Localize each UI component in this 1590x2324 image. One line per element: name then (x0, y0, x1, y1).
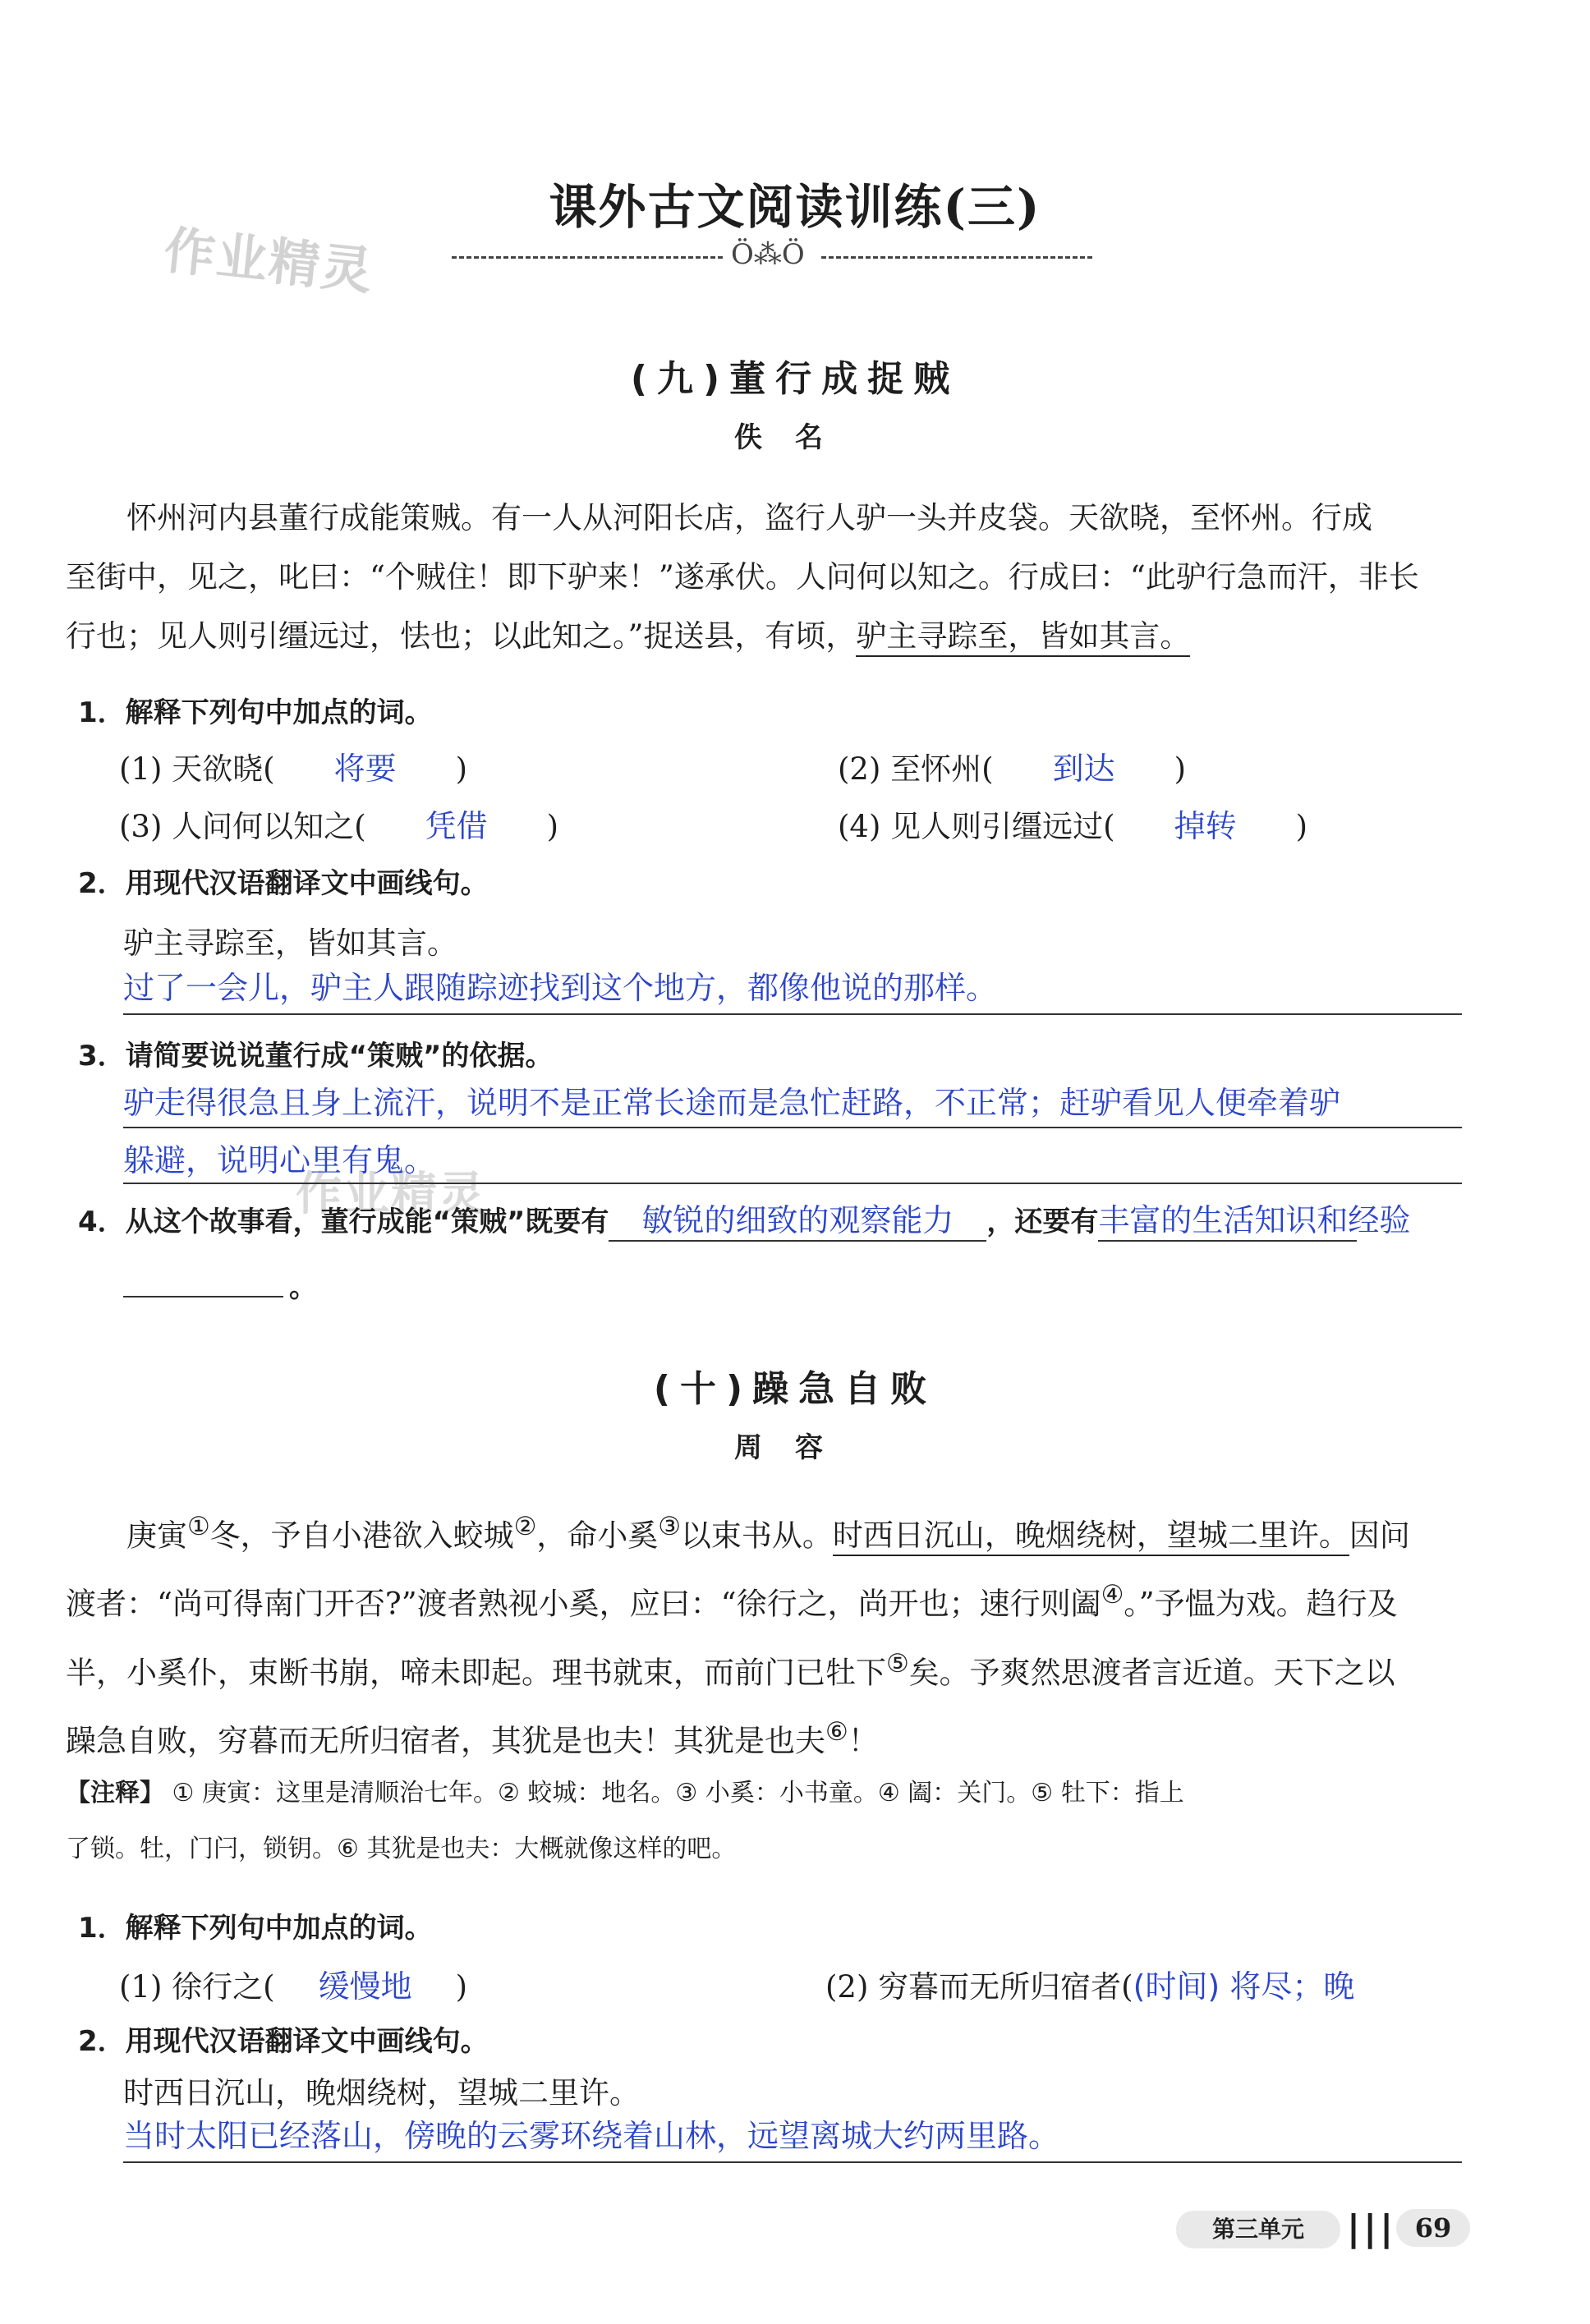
s9-q3-prompt: 3．请简要说说董行成“策贼”的依据。 (78, 1040, 554, 1072)
section10-passage (66, 1497, 1478, 1771)
q4-end: 。 (289, 1271, 317, 1304)
s10-q1-item-2 (825, 1961, 1354, 2006)
passage-text: 庚寅 (126, 1518, 187, 1554)
s9-q1-item-2 (838, 743, 1186, 788)
ornament-icon: Ö⁂Ö (731, 238, 805, 271)
note-line (66, 1766, 1511, 1821)
footer-unit-label: 第三单元 (1176, 2211, 1340, 2248)
passage-text: 半，小奚仆，束断书崩，啼未即起。理书就束，而前门已牡下 (66, 1654, 886, 1690)
underlined-sentence: 时西日沉山，晚烟绕树，望城二里许。 (833, 1518, 1349, 1556)
answer-text: 将要 (333, 751, 397, 787)
answer-text: 掉转 (1174, 808, 1237, 844)
item-label: (1) 徐行之( (119, 1969, 275, 2005)
watermark: 作业精灵 (296, 1168, 486, 1221)
s9-q3-answer-line1: 驴走得很急且身上流汗，说明不是正常长途而是急忙赶路，不正常；赶驴看见人便牵着驴 (123, 1085, 1341, 1121)
answer-text: 缓慢地 (318, 1968, 412, 2005)
underlined-sentence: 驴主寻踪至，皆如其言。 (856, 618, 1190, 657)
footer-bars-icon: ||| (1347, 2207, 1397, 2249)
note-label: 【注释】 (66, 1779, 164, 1807)
passage-line: 怀州河内县董行成能策贼。有一人从河阳长店，盗行人驴一头并皮袋。天欲晓，至怀州。行成 (126, 500, 1372, 535)
item-close: ) (455, 751, 468, 787)
s9-q2-prompt: 2．用现代汉语翻译文中画线句。 (78, 867, 489, 900)
footnote-mark: ② (513, 1512, 537, 1541)
answer-text: 到达 (1052, 751, 1115, 787)
s9-q3-answer-line2: 躲避，说明心里有鬼。 (123, 1142, 436, 1178)
q4-answer-a: 敏锐的细致的观察能力 (609, 1195, 986, 1242)
item-close: ) (1295, 809, 1308, 844)
item-label: (4) 见人则引缰远过( (838, 809, 1115, 844)
note-text: ① 庚寅：这里是清顺治七年。② 蛟城：地名。③ 小奚：小书童。④ 阖：关门。⑤ 牡下：指上 (172, 1779, 1184, 1807)
s9-q1-prompt: 1．解释下列句中加点的词。 (78, 696, 433, 729)
passage-text: 。”予愠为戏。趋行及 (1124, 1586, 1398, 1622)
passage-text: 躁急自败，穷暮而无所归宿者，其犹是也夫！其犹是也夫 (66, 1723, 825, 1759)
s9-q4 (78, 1195, 1411, 1242)
footnote-mark: ⑤ (886, 1648, 909, 1679)
answer-line (123, 2161, 1462, 2163)
section10-author: 周容 (734, 1431, 856, 1464)
title-divider-left (452, 256, 723, 259)
section9-title: (九)董行成捉贼 (630, 358, 960, 400)
passage-line (66, 1702, 1478, 1771)
q4-answer-b: 丰富的生活知识和经验 (1098, 1195, 1357, 1242)
answer-line (123, 1013, 1462, 1015)
item-close: ) (455, 1969, 468, 2005)
passage-line (66, 1497, 1478, 1565)
passage-line (66, 1634, 1478, 1702)
s9-q1-item-4 (838, 801, 1307, 846)
footnote-mark: ⑥ (825, 1716, 848, 1747)
item-label: (3) 人问何以知之( (119, 809, 366, 844)
item-label: (1) 天欲晓( (119, 751, 275, 787)
item-label: (2) 至怀州( (838, 751, 994, 787)
s10-q2-answer: 当时太阳已经落山，傍晚的云雾环绕着山林，远望离城大约两里路。 (123, 2118, 1060, 2154)
s10-q1-item-1 (119, 1961, 467, 2006)
passage-line (66, 607, 1478, 666)
answer-line (123, 1127, 1462, 1128)
q4-prompt-b: ，还要有 (986, 1206, 1099, 1238)
footnote-mark: ① (187, 1512, 210, 1541)
s9-q2-sentence: 驴主寻踪至，皆如其言。 (123, 925, 457, 961)
passage-text: 矣。予爽然思渡者言近道。天下之以 (908, 1654, 1395, 1690)
s10-q1-prompt: 1．解释下列句中加点的词。 (78, 1912, 433, 1945)
item-label: (2) 穷暮而无所归宿者( (825, 1969, 1133, 2005)
passage-line (66, 1565, 1478, 1633)
passage-text: ，命小奚 (536, 1518, 659, 1554)
passage-text: 因问 (1349, 1518, 1410, 1554)
passage-text: 以束书从。 (680, 1518, 833, 1554)
note-line: 了锁。牡，门闩，锁钥。⑥ 其犹是也夫：大概就像这样的吧。 (66, 1835, 737, 1863)
passage-text: ！ (848, 1723, 879, 1759)
s9-q2-answer: 过了一会儿，驴主人跟随踪迹找到这个地方，都像他说的那样。 (123, 970, 998, 1006)
section9-author: 佚名 (734, 421, 856, 454)
notes (66, 1766, 1511, 1877)
s10-q2-sentence: 时西日沉山，晚烟绕树，望城二里许。 (123, 2075, 640, 2110)
passage-text: 行也；见人则引缰远过，怯也；以此知之。”捉送县，有顷， (66, 618, 857, 654)
answer-line (123, 1296, 283, 1297)
passage-line: 至街中，见之，叱曰：“个贼住！即下驴来！”遂承伏。人问何以知之。行成曰：“此驴行急而汗，非长 (66, 559, 1419, 595)
passage-text: 冬，予自小港欲入蛟城 (209, 1518, 514, 1554)
item-close: ) (546, 809, 559, 844)
s9-q1-item-1 (119, 743, 467, 788)
answer-line (123, 1183, 1462, 1184)
footnote-mark: ④ (1101, 1580, 1124, 1610)
s10-q2-prompt: 2．用现代汉语翻译文中画线句。 (78, 2025, 489, 2058)
page-title: 课外古文阅读训练(三) (549, 179, 1041, 235)
footnote-mark: ③ (658, 1512, 681, 1541)
answer-text: (时间) 将尽；晚 (1133, 1968, 1355, 2005)
passage-text: 渡者：“尚可得南门开否?”渡者熟视小奚，应曰：“徐行之，尚开也；速行则阖 (66, 1586, 1101, 1622)
page-number: 69 (1396, 2209, 1470, 2247)
watermark: 作业精灵 (161, 219, 377, 302)
section10-title: (十)躁急自败 (653, 1368, 937, 1410)
item-close: ) (1174, 751, 1187, 787)
section9-passage (66, 489, 1478, 666)
s9-q1-item-3 (119, 801, 558, 846)
answer-text: 凭借 (425, 808, 488, 844)
title-divider-right (821, 256, 1092, 259)
q4-prompt-a: 4．从这个故事看，董行成能“策贼”既要有 (78, 1206, 609, 1238)
